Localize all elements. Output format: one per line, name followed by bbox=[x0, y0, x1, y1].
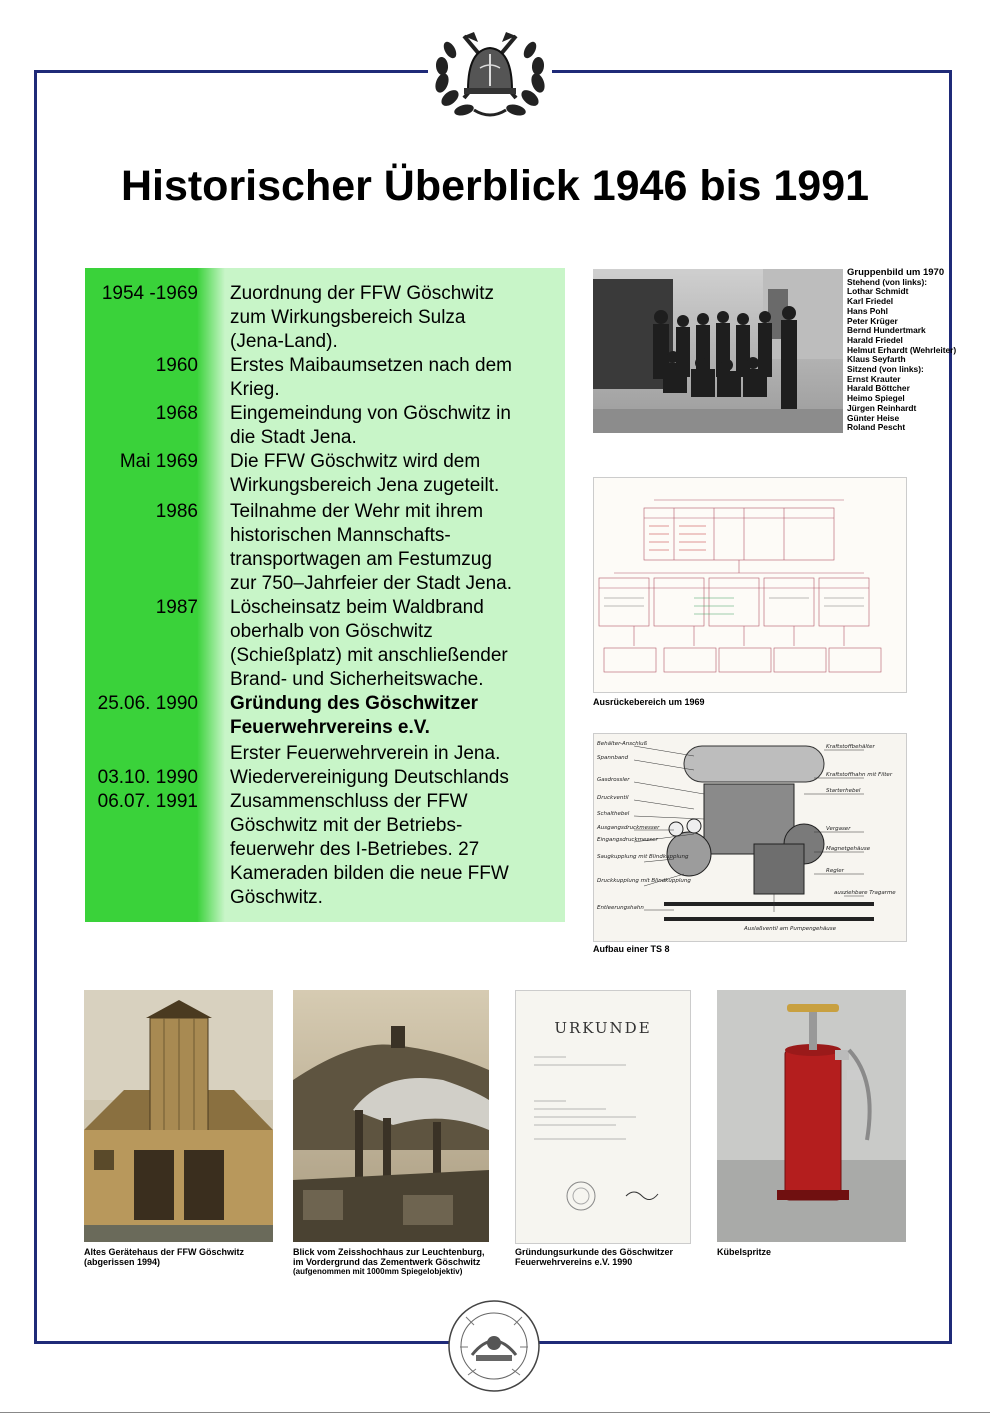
timeline-text: Löscheinsatz beim Waldbrand bbox=[230, 597, 484, 618]
timeline-text: Göschwitz mit der Betriebs- bbox=[230, 815, 463, 836]
name-line: Harald Böttcher bbox=[847, 383, 910, 394]
timeline-text: Gründung des Göschwitzer bbox=[230, 693, 479, 714]
timeline-text: Feuerwehrvereins e.V. bbox=[230, 717, 430, 738]
caption-line: Kübelspritze bbox=[717, 1247, 772, 1257]
old-station-photo bbox=[84, 990, 273, 1242]
timeline-text: historischen Mannschafts- bbox=[230, 525, 451, 546]
pump-diagram bbox=[593, 733, 907, 942]
name-line: Klaus Seyfarth bbox=[847, 354, 906, 365]
certificate-caption bbox=[515, 1247, 673, 1267]
timeline-text: Brand- und Sicherheitswache. bbox=[230, 669, 484, 690]
club-seal-icon bbox=[446, 1297, 542, 1395]
name-line: Günter Heise bbox=[847, 412, 900, 423]
pump-label: Entleerungshahn bbox=[597, 905, 644, 911]
timeline-text: Zuordnung der FFW Göschwitz bbox=[230, 283, 494, 304]
timeline-text: Teilnahme der Wehr mit ihrem bbox=[230, 501, 484, 522]
timeline-text: transportwagen am Festumzug bbox=[230, 549, 492, 570]
name-line: Ernst Krauter bbox=[847, 373, 901, 384]
timeline-text: die Stadt Jena. bbox=[230, 427, 357, 448]
pump-label: Auslaßventil am Pumpengehäuse bbox=[744, 926, 837, 932]
pump-label: Druckkupplung mit Blindkupplung bbox=[597, 878, 691, 884]
pump-label: Ausgangsdruckmesser bbox=[597, 825, 660, 831]
caption-line: Gründungsurkunde des Göschwitzer bbox=[515, 1247, 674, 1257]
timeline-date: 1986 bbox=[155, 501, 198, 522]
timeline-text: zur 750–Jahrfeier der Stadt Jena. bbox=[230, 573, 513, 594]
certificate-photo bbox=[515, 990, 691, 1244]
name-line: Lothar Schmidt bbox=[847, 286, 909, 297]
timeline-text: Erster Feuerwehrverein in Jena. bbox=[230, 743, 501, 764]
timeline-date: 03.10. 1990 bbox=[97, 767, 198, 788]
area-chart-caption: Ausrückebereich um 1969 bbox=[593, 697, 705, 707]
name-line: Peter Krüger bbox=[847, 315, 898, 326]
timeline-text: Wirkungsbereich Jena zugeteilt. bbox=[230, 475, 500, 496]
name-line: Hans Pohl bbox=[847, 305, 888, 316]
bottom-rule bbox=[0, 1412, 990, 1413]
pump-label: Regler bbox=[826, 868, 844, 874]
caption-line: Feuerwehrvereins e.V. 1990 bbox=[515, 1257, 633, 1267]
cement-works-photo bbox=[293, 990, 489, 1242]
bucket-sprayer-caption bbox=[717, 1247, 771, 1257]
name-line: Helmut Erhardt (Wehrleiter) bbox=[847, 344, 957, 355]
pump-label: Magnetgehäuse bbox=[826, 846, 871, 852]
timeline-text: Göschwitz. bbox=[230, 887, 323, 908]
timeline-date: 1968 bbox=[155, 403, 198, 424]
name-line: Harald Friedel bbox=[847, 334, 903, 345]
caption-line: Altes Gerätehaus der FFW Göschwitz bbox=[84, 1247, 245, 1257]
timeline-date: Mai 1969 bbox=[119, 451, 198, 472]
timeline-text: Kameraden bilden die neue FFW bbox=[230, 863, 509, 884]
pump-label: Eingangsdruckmesser bbox=[597, 837, 658, 843]
pump-label: Starterhebel bbox=[826, 788, 861, 794]
pump-label: ausziehbare Tragarme bbox=[834, 890, 896, 896]
timeline-date: 25.06. 1990 bbox=[97, 693, 198, 714]
pump-label: Kraftstoffbehälter bbox=[826, 744, 875, 750]
name-line: Bernd Hundertmark bbox=[847, 325, 926, 336]
timeline-text: Erstes Maibaumsetzen nach dem bbox=[230, 355, 512, 376]
timeline-date: 1954 -1969 bbox=[101, 283, 198, 304]
name-line: Stehend (von links): bbox=[847, 276, 928, 287]
pump-label: Kraftstoffhahn mit Filter bbox=[826, 772, 893, 778]
timeline-text: oberhalb von Göschwitz bbox=[230, 621, 433, 642]
pump-caption: Aufbau einer TS 8 bbox=[593, 944, 670, 954]
timeline-text: Wiedervereinigung Deutschlands bbox=[230, 767, 509, 788]
group-photo-caption bbox=[847, 268, 956, 433]
caption-line: im Vordergrund das Zementwerk Göschwitz bbox=[293, 1257, 481, 1267]
pump-label: Gasdrossler bbox=[597, 777, 630, 783]
timeline-box bbox=[85, 268, 565, 922]
pump-label: Schalthebel bbox=[597, 811, 630, 817]
name-line: Roland Pescht bbox=[847, 422, 906, 433]
pump-label: Saugkupplung mit Blindkupplung bbox=[597, 854, 689, 860]
caption-line: Blick vom Zeisshochhaus zur Leuchtenburg, bbox=[293, 1247, 485, 1257]
name-line: Sitzend (von links): bbox=[847, 364, 924, 375]
pump-label: Behälter-Anschluß bbox=[597, 741, 648, 747]
timeline-date: 06.07. 1991 bbox=[97, 791, 198, 812]
timeline-text: Eingemeindung von Göschwitz in bbox=[230, 403, 511, 424]
bucket-sprayer-photo bbox=[717, 990, 906, 1242]
area-chart-document bbox=[593, 477, 907, 693]
old-station-caption bbox=[84, 1247, 244, 1267]
timeline-text: Zusammenschluss der FFW bbox=[230, 791, 468, 812]
name-line: Jürgen Reinhardt bbox=[847, 402, 917, 413]
pump-label: Spannband bbox=[597, 755, 629, 761]
caption-title: Gruppenbild um 1970 bbox=[847, 267, 945, 278]
group-photo bbox=[593, 269, 843, 433]
timeline-date: 1960 bbox=[155, 355, 198, 376]
timeline-date: 1987 bbox=[155, 597, 198, 618]
name-line: Heimo Spiegel bbox=[847, 393, 905, 404]
certificate-heading: URKUNDE bbox=[554, 1019, 652, 1037]
timeline-text: zum Wirkungsbereich Sulza bbox=[230, 307, 466, 328]
timeline-text: (Jena-Land). bbox=[230, 331, 338, 352]
page-title: Historischer Überblick 1946 bis 1991 bbox=[120, 162, 870, 210]
timeline-text: Krieg. bbox=[230, 379, 280, 400]
cement-works-caption bbox=[293, 1247, 485, 1277]
timeline-text: (Schießplatz) mit anschließender bbox=[230, 645, 508, 666]
pump-label: Vergaser bbox=[826, 826, 851, 832]
timeline-text: feuerwehr des I-Betriebes. 27 bbox=[230, 839, 480, 860]
fire-brigade-emblem-icon bbox=[428, 28, 552, 124]
caption-line: (abgerissen 1994) bbox=[84, 1257, 161, 1267]
pump-label: Druckventil bbox=[597, 795, 629, 801]
name-line: Karl Friedel bbox=[847, 296, 894, 307]
caption-line: (aufgenommen mit 1000mm Spiegelobjektiv) bbox=[293, 1267, 463, 1276]
timeline-text: Die FFW Göschwitz wird dem bbox=[230, 451, 481, 472]
